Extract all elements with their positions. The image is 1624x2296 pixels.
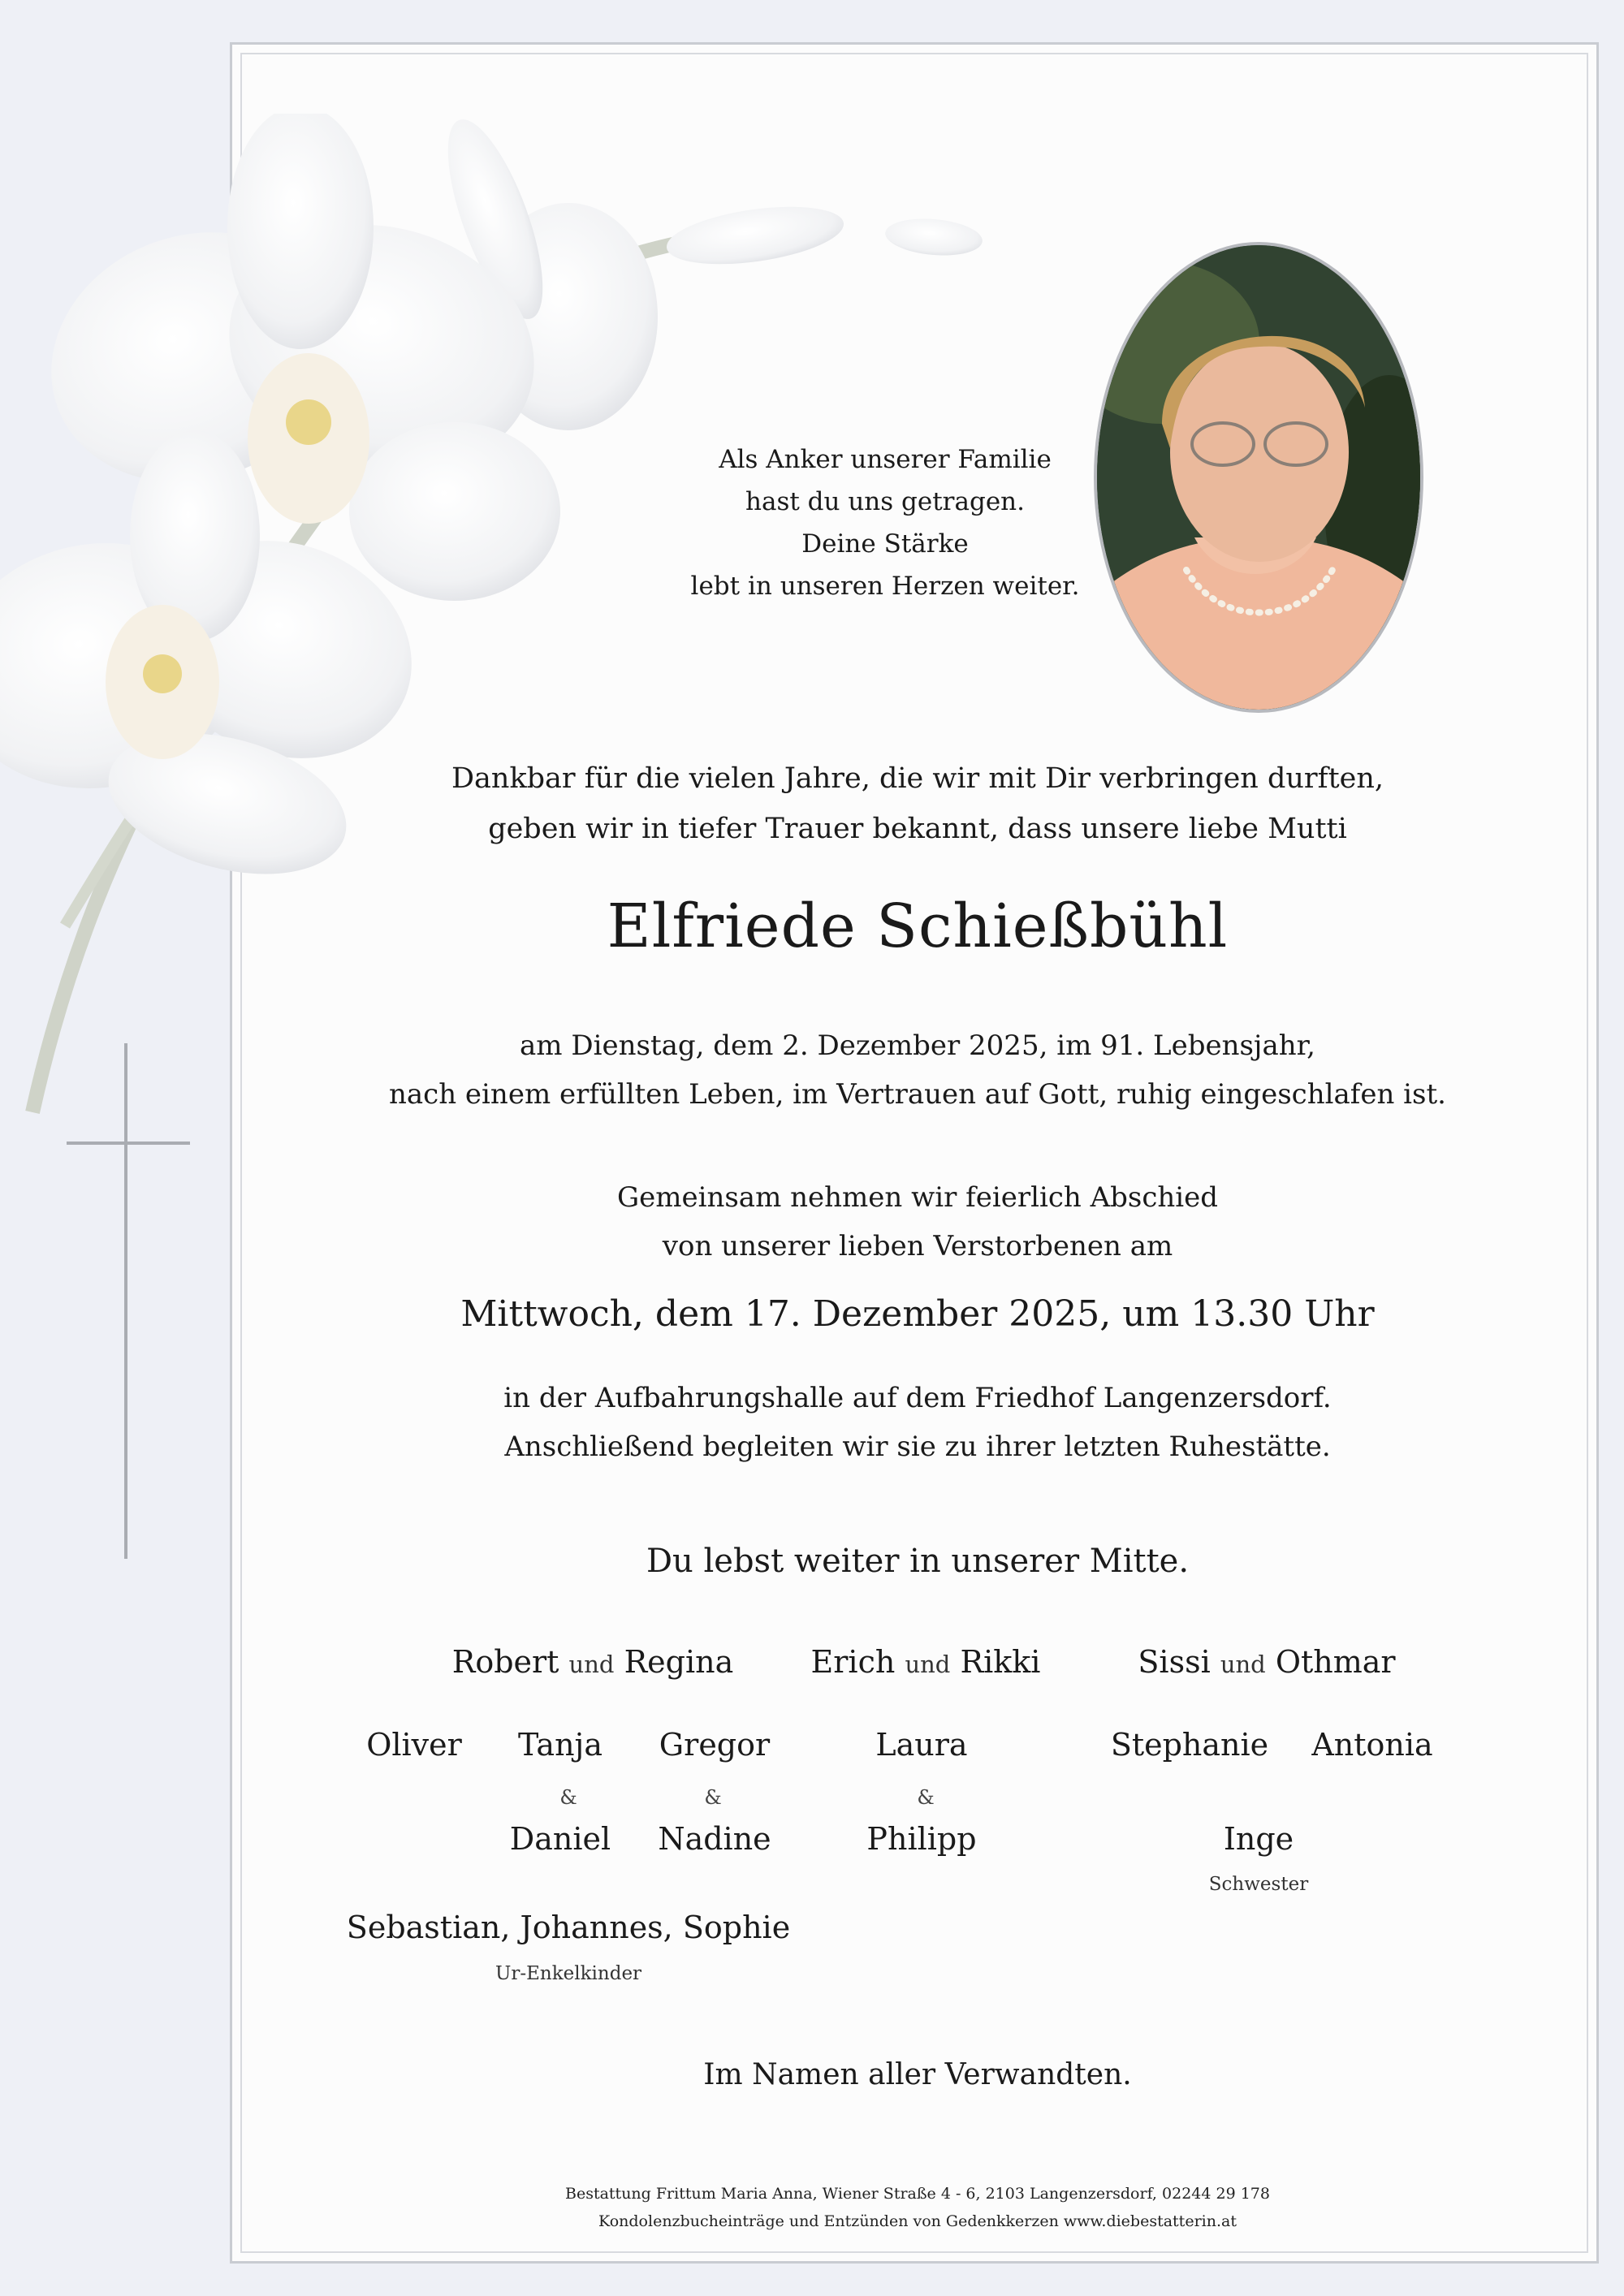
portrait-image bbox=[1097, 245, 1420, 710]
footer bbox=[325, 2180, 1510, 2235]
grandchild-name: Antonia bbox=[1311, 1727, 1433, 1763]
sister-name: Inge bbox=[1223, 1821, 1294, 1857]
motto: Du lebst weiter in unserer Mitte. bbox=[646, 1543, 1190, 1580]
poem-line: lebt in unseren Herzen weiter. bbox=[690, 572, 1080, 601]
place-line: Anschließend begleiten wir sie zu ihrer letzten Ruhestätte. bbox=[504, 1431, 1331, 1463]
grandchild-name: Laura bbox=[875, 1727, 968, 1763]
partner-name: Nadine bbox=[658, 1821, 771, 1857]
grandchild-name: Gregor bbox=[659, 1727, 771, 1763]
ampersand: & bbox=[704, 1786, 722, 1809]
intro-line: geben wir in tiefer Trauer bekannt, dass unsere liebe Mutti bbox=[488, 813, 1347, 845]
great-grandchildren-label: Ur-Enkelkinder bbox=[495, 1963, 642, 1984]
ampersand: & bbox=[917, 1786, 935, 1809]
poem bbox=[641, 438, 1129, 607]
intro-text bbox=[325, 753, 1510, 854]
deceased-name: Elfriede Schießbühl bbox=[607, 891, 1229, 961]
place-line: in der Aufbahrungshalle auf dem Friedhof Langenzersdorf. bbox=[503, 1382, 1332, 1414]
grandchild-name: Oliver bbox=[366, 1727, 462, 1763]
sister-label: Schwester bbox=[1208, 1874, 1309, 1895]
footer-line: Bestattung Frittum Maria Anna, Wiener Straße 4 - 6, 2103 Langenzersdorf, 02244 29 178 bbox=[565, 2185, 1270, 2203]
poem-line: Als Anker unserer Familie bbox=[719, 445, 1052, 474]
signoff: Im Namen aller Verwandten. bbox=[703, 2058, 1132, 2091]
farewell-line: Gemeinsam nehmen wir feierlich Abschied bbox=[616, 1181, 1219, 1214]
family-couple-2: Erich und Rikki bbox=[810, 1644, 1041, 1680]
death-line: nach einem erfüllten Leben, im Vertrauen auf Gott, ruhig eingeschlafen ist. bbox=[389, 1078, 1446, 1111]
family-couple-3: Sissi und Othmar bbox=[1138, 1644, 1396, 1680]
farewell-line: von unserer lieben Verstorbenen am bbox=[662, 1230, 1173, 1262]
partner-name: Daniel bbox=[509, 1821, 611, 1857]
orchid-decoration bbox=[0, 114, 1015, 1169]
death-line: am Dienstag, dem 2. Dezember 2025, im 91. Lebensjahr, bbox=[520, 1029, 1315, 1062]
poem-line: Deine Stärke bbox=[801, 529, 969, 559]
partner-name: Philipp bbox=[866, 1821, 977, 1857]
cross-horizontal-bar bbox=[67, 1142, 190, 1145]
poem-line: hast du uns getragen. bbox=[745, 487, 1025, 516]
grandchild-name: Stephanie bbox=[1110, 1727, 1269, 1763]
family-couple-1: Robert und Regina bbox=[451, 1644, 734, 1680]
cross-vertical-bar bbox=[124, 1043, 127, 1559]
great-grandchildren-names: Sebastian, Johannes, Sophie bbox=[346, 1910, 791, 1945]
intro-line: Dankbar für die vielen Jahre, die wir mit Dir verbringen durften, bbox=[451, 762, 1384, 795]
ampersand: & bbox=[559, 1786, 577, 1809]
footer-line: Kondolenzbucheinträge und Entzünden von Gedenkkerzen www.diebestatterin.at bbox=[598, 2212, 1237, 2230]
death-details bbox=[325, 1021, 1510, 1119]
grandchild-name: Tanja bbox=[518, 1727, 603, 1763]
funeral-date: Mittwoch, dem 17. Dezember 2025, um 13.30 Uhr bbox=[460, 1293, 1375, 1335]
farewell-text bbox=[325, 1173, 1510, 1271]
portrait-photo bbox=[1094, 242, 1423, 713]
funeral-place bbox=[325, 1374, 1510, 1471]
